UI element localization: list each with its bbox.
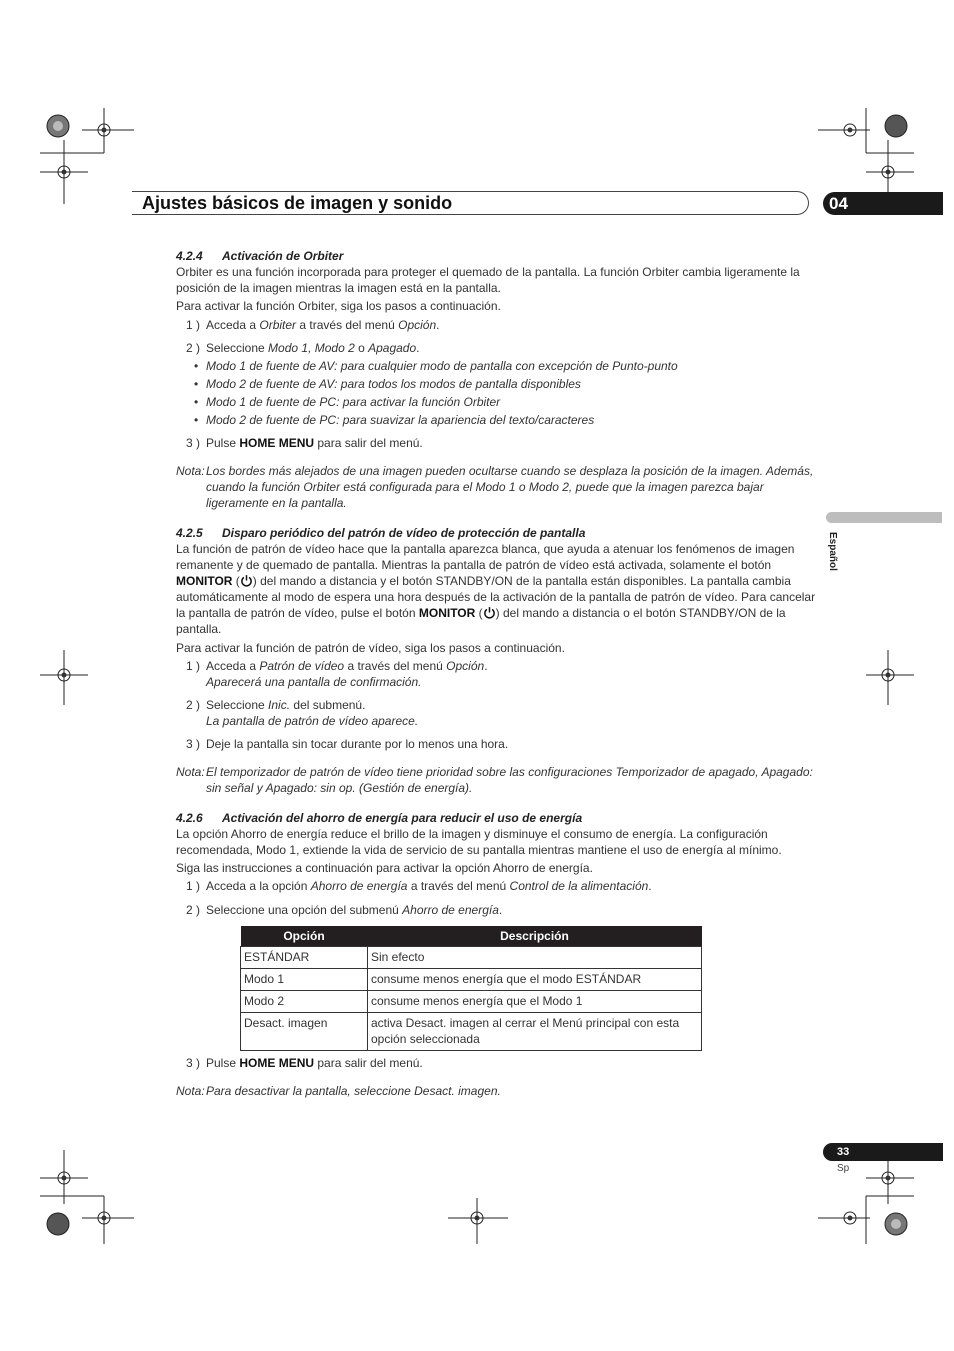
crosshair-dot	[102, 1216, 107, 1221]
bullet-item: • Modo 2 de fuente de AV: para todos los modos de pantalla disponibles	[176, 376, 816, 392]
section-heading: 4.2.5 Disparo periódico del patrón de vídeo de protección de pantalla	[176, 526, 586, 540]
bullet-item: • Modo 1 de fuente de PC: para activar la función Orbiter	[176, 394, 816, 410]
step: 2 ) Seleccione una opción del submenú Ahorro de energía.	[186, 903, 503, 917]
power-icon	[483, 606, 496, 619]
step: 1 ) Acceda a Orbiter a través del menú Opción.	[186, 318, 440, 332]
table-cell: consume menos energía que el Modo 1	[368, 991, 702, 1013]
power-icon	[240, 574, 253, 587]
color-target	[885, 115, 907, 137]
table-cell: Modo 1	[241, 969, 368, 991]
section-heading: 4.2.4 Activación de Orbiter	[176, 249, 344, 263]
step-result: La pantalla de patrón de vídeo aparece.	[206, 714, 419, 728]
step: 3 ) Pulse HOME MENU para salir del menú.	[186, 436, 423, 450]
chapter-number-badge: 04	[823, 192, 943, 215]
table-row	[241, 991, 702, 1013]
table-cell: Desact. imagen	[241, 1013, 368, 1051]
paragraph: La función de patrón de vídeo hace que la pantalla aparezca blanca, que ayuda a atenuar los fenómenos de imagen remanente y de quemado de pantalla. Mientras la pantalla de patrón de vídeo está activada, solamente el botón MONITOR ( ) del mando a distancia y el botón STANDBY/ON de la pantalla están disponibles. La pantalla cambia automáticamente al modo de espera una hora después de la activación de la pantalla de patrón de vídeo. Para cancelar la pantalla de patrón de vídeo, pulse el botón MONITOR ( ) del mando a distancia o el botón STANDBY/ON de la pantalla.	[176, 542, 816, 636]
step: 1 ) Acceda a la opción Ahorro de energía a través del menú Control de la alimentación.	[186, 879, 652, 893]
crosshair-dot	[62, 1176, 67, 1181]
crosshair-dot	[102, 128, 107, 133]
table-cell: ESTÁNDAR	[241, 947, 368, 969]
table-row	[241, 1013, 702, 1051]
note: Nota: Para desactivar la pantalla, seleccione Desact. imagen.	[176, 1084, 501, 1098]
table-cell: consume menos energía que el modo ESTÁNDAR	[368, 969, 702, 991]
bullet-item: • Modo 2 de fuente de PC: para suavizar la apariencia del texto/caracteres	[176, 412, 816, 428]
crosshair-dot	[475, 1216, 480, 1221]
section-heading: 4.2.6 Activación del ahorro de energía para reducir el uso de energía	[176, 811, 583, 825]
chapter-title: Ajustes básicos de imagen y sonido	[142, 193, 453, 213]
table-row	[241, 947, 702, 969]
table-header-cell: Descripción	[368, 926, 702, 947]
bullet-item: • Modo 1 de fuente de AV: para cualquier modo de pantalla con excepción de Punto-punto	[176, 358, 816, 374]
table-cell: activa Desact. imagen al cerrar el Menú principal con esta opción seleccionada	[368, 1013, 702, 1051]
power-save-options-table	[240, 926, 702, 1051]
step: 3 ) Pulse HOME MENU para salir del menú.	[186, 1056, 423, 1070]
table-row	[241, 969, 702, 991]
step: 1 ) Acceda a Patrón de vídeo a través del menú Opción.	[186, 659, 488, 673]
step: 2 ) Seleccione Modo 1, Modo 2 o Apagado.	[186, 341, 420, 355]
main-content	[176, 248, 816, 1099]
step: 2 ) Seleccione Inic. del submenú.	[186, 698, 366, 712]
color-target-center	[53, 121, 63, 131]
step: 3 ) Deje la pantalla sin tocar durante por lo menos una hora.	[186, 737, 509, 751]
table-cell: Sin efecto	[368, 947, 702, 969]
crosshair-dot	[886, 673, 891, 678]
paragraph: La opción Ahorro de energía reduce el brillo de la imagen y disminuye el consumo de energía. La configuración recomendada, Modo 1, extiende la vida de servicio de su pantalla mientras mantiene el uso de energía al mínimo.	[176, 827, 782, 857]
color-target-center	[891, 1219, 901, 1229]
note: Nota: Los bordes más alejados de una imagen pueden ocultarse cuando se desplaza la posición de la imagen. Además, cuando la función Orbiter está configurada para el Modo 1 o Modo 2, puede que la imagen parezca bajar ligeramente en la pantalla.	[176, 464, 814, 510]
paragraph: Orbiter es una función incorporada para proteger el quemado de la pantalla. La función Orbiter cambia ligeramente la posición de la imagen mientras la imagen está en la pantalla.	[176, 265, 800, 295]
page-language-code: Sp	[837, 1163, 850, 1174]
step-result: Aparecerá una pantalla de confirmación.	[206, 675, 422, 689]
note: Nota: El temporizador de patrón de vídeo tiene prioridad sobre las configuraciones Temporizador de apagado, Apagado: sin señal y Apagado: sin op. (Gestión de energía).	[176, 765, 813, 795]
table-header-cell: Opción	[241, 926, 368, 947]
language-tab	[826, 512, 942, 523]
crosshair-dot	[62, 673, 67, 678]
crosshair-dot	[886, 1176, 891, 1181]
crosshair-dot	[62, 170, 67, 175]
language-label: Español	[827, 532, 838, 571]
table-cell: Modo 2	[241, 991, 368, 1013]
crosshair-dot	[848, 128, 853, 133]
page-number: 33	[837, 1146, 850, 1158]
crosshair-dot	[848, 1216, 853, 1221]
paragraph: Para activar la función Orbiter, siga los pasos a continuación.	[176, 299, 501, 313]
color-target	[47, 1213, 69, 1235]
table-header-row	[241, 926, 702, 947]
paragraph: Para activar la función de patrón de vídeo, siga los pasos a continuación.	[176, 641, 565, 655]
paragraph: Siga las instrucciones a continuación para activar la opción Ahorro de energía.	[176, 861, 593, 875]
crosshair-dot	[886, 170, 891, 175]
